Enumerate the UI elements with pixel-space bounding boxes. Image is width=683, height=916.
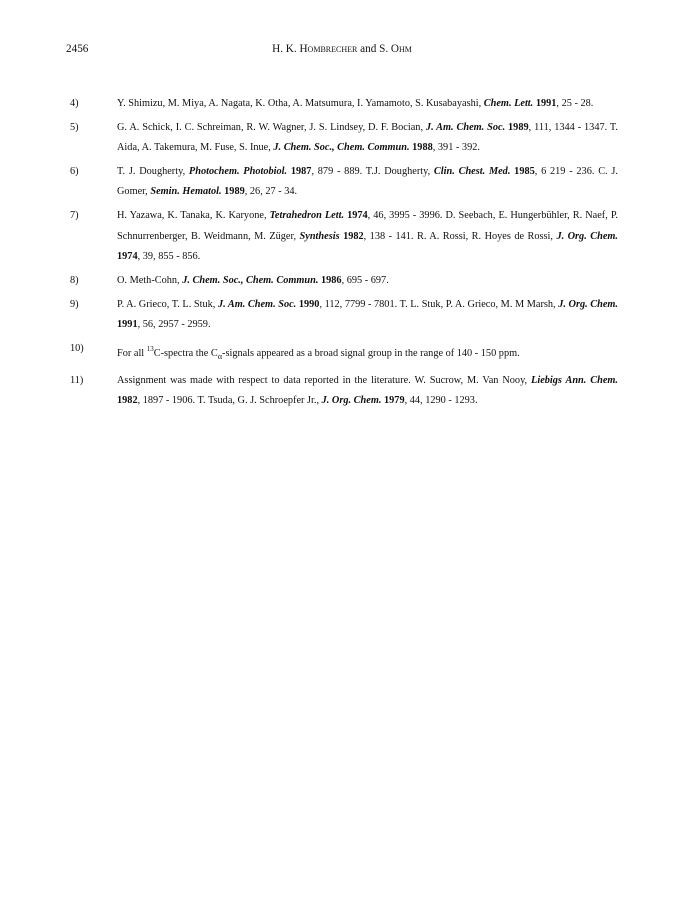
journal-title: J. Chem. Soc., Chem. Commun. — [273, 142, 410, 154]
journal-title-wrapper — [218, 299, 296, 310]
journal-title: J. Chem. Soc., Chem. Commun. — [182, 274, 319, 286]
publication-year: 1990 — [298, 298, 320, 310]
reference-text — [117, 94, 618, 114]
publication-year: 1986 — [320, 274, 342, 286]
running-head — [66, 43, 618, 55]
reference-text-segment: Assignment was made with respect to data reported in the literature. W. Sucrow, M. Van Nooy, — [117, 374, 532, 386]
reference-text-segment: , 695 - 697. — [341, 274, 389, 286]
publication-year: 1974 — [347, 210, 368, 222]
reference-text-segment: C-spectra the C — [153, 347, 218, 359]
publication-year: 1985 — [514, 166, 535, 177]
reference-text-segment: G. A. Schick, I. C. Schreiman, R. W. Wagner, J. S. Lindsey, D. F. Bocian, — [117, 121, 426, 133]
journal-title: J. Am. Chem. Soc. — [217, 298, 297, 310]
journal-title-wrapper — [150, 186, 221, 197]
publication-year: 1989 — [224, 186, 245, 198]
journal-title: Photochem. Photobiol. — [188, 166, 288, 177]
journal-title-wrapper — [556, 231, 618, 242]
reference-number: 5) — [70, 121, 79, 133]
journal-title: J. Org. Chem. — [558, 298, 619, 310]
reference-text-segment: , 44, 1290 - 1293. — [404, 395, 478, 407]
reference-text-segment: For all — [117, 347, 147, 359]
reference-number: 7) — [70, 210, 79, 222]
journal-title-wrapper — [531, 375, 618, 386]
journal-title: Chem. Lett. — [483, 98, 534, 109]
reference-text-segment: , 39, 855 - 856. — [137, 251, 201, 263]
reference-text-segment: , 112, 7799 - 7801. T. L. Stuk, P. A. Grieco, M. M Marsh, — [319, 298, 559, 310]
reference-text-segment: T. J. Dougherty, — [117, 166, 189, 177]
reference-text-segment: , 111, 1344 - 1347. T. Aida, A. Takemura, M. Fuse, S. Inue, — [117, 121, 618, 154]
page-header — [66, 43, 618, 59]
journal-title: J. Am. Chem. Soc. — [425, 121, 506, 133]
reference-item — [70, 295, 618, 336]
reference-text-segment: , 25 - 28. — [556, 98, 594, 109]
running-head-author-1: Hombrecher — [299, 43, 358, 55]
reference-item — [70, 271, 618, 291]
reference-text — [117, 206, 618, 267]
reference-text-segment: , 1897 - 1906. T. Tsuda, G. J. Schroepfer Jr., — [137, 395, 322, 407]
reference-text-segment: , 46, 3995 - 3996. D. Seebach, E. Hungerbühler, R. Naef, P. Schnurrenberger, B. Weidmann, M. Züger, — [117, 210, 618, 242]
publication-year: 1988 — [412, 142, 433, 154]
reference-text — [117, 162, 618, 203]
reference-text — [117, 118, 618, 159]
reference-text — [117, 271, 618, 291]
reference-text-segment: , 391 - 392. — [432, 142, 480, 154]
publication-year: 1991 — [535, 98, 557, 109]
journal-title: J. Org. Chem. — [556, 230, 618, 242]
reference-text-segment: , 56, 2957 - 2959. — [137, 319, 211, 331]
journal-title-wrapper — [270, 210, 344, 221]
journal-title-wrapper — [322, 395, 382, 406]
reference-text — [117, 295, 618, 336]
running-head-middle: and S. — [357, 43, 391, 55]
journal-title-wrapper — [434, 166, 510, 177]
reference-number: 9) — [70, 298, 79, 310]
journal-title-wrapper — [189, 166, 287, 177]
running-head-author-2: Ohm — [390, 43, 412, 55]
publication-year: 1991 — [117, 319, 138, 331]
reference-item — [70, 94, 618, 114]
reference-number: 11) — [70, 374, 84, 386]
journal-title: Liebigs Ann. Chem. — [531, 374, 618, 386]
subscript: α — [217, 351, 223, 361]
reference-number: 8) — [70, 274, 79, 286]
publication-year: 1974 — [117, 251, 138, 263]
journal-title: Synthesis — [299, 230, 340, 242]
reference-text-segment: , 26, 27 - 34. — [244, 186, 298, 198]
reference-text-segment: H. Yazawa, K. Tanaka, K. Karyone, — [117, 210, 270, 222]
reference-item — [70, 118, 618, 159]
reference-item — [70, 206, 618, 267]
reference-text-segment: , 138 - 141. R. A. Rossi, R. Hoyes de Rossi, — [363, 230, 557, 242]
journal-title: J. Org. Chem. — [321, 395, 382, 407]
journal-title: Semin. Hematol. — [150, 186, 222, 198]
journal-title-wrapper — [426, 122, 505, 133]
publication-year: 1987 — [290, 166, 312, 177]
journal-title-wrapper — [300, 231, 340, 242]
reference-text — [117, 371, 618, 412]
reference-number: 10) — [70, 342, 84, 354]
journal-title-wrapper — [558, 299, 618, 310]
publication-year: 1979 — [384, 395, 405, 407]
reference-text-segment: -signals appeared as a broad signal group in the range of 140 - 150 ppm. — [222, 347, 520, 359]
reference-text-segment: , 879 - 889. T.J. Dougherty, — [311, 166, 434, 177]
running-head-prefix: H. K. — [272, 43, 300, 55]
publication-year: 1982 — [343, 230, 364, 242]
journal-title-wrapper — [182, 275, 318, 286]
reference-text-segment: Y. Shimizu, M. Miya, A. Nagata, K. Otha, A. Matsumura, I. Yamamoto, S. Kusabayashi, — [117, 98, 484, 109]
reference-list — [70, 94, 618, 415]
reference-text-segment: P. A. Grieco, T. L. Stuk, — [117, 298, 218, 310]
journal-title: Tetrahedron Lett. — [269, 210, 345, 222]
reference-number: 6) — [70, 166, 79, 177]
publication-year: 1982 — [117, 395, 138, 407]
reference-number: 4) — [70, 98, 79, 109]
reference-item — [70, 371, 618, 412]
superscript: 13 — [146, 344, 154, 353]
reference-text-segment: , 6 219 - 236. C. J. Gomer, — [117, 166, 618, 198]
page-number: 2456 — [66, 43, 89, 55]
reference-item — [70, 162, 618, 203]
journal-title: Clin. Chest. Med. — [433, 166, 511, 177]
reference-text — [117, 339, 618, 367]
reference-item — [70, 339, 618, 367]
journal-title-wrapper — [484, 98, 533, 109]
publication-year: 1989 — [508, 121, 529, 133]
journal-title-wrapper — [273, 142, 409, 153]
reference-text-segment: O. Meth-Cohn, — [117, 274, 183, 286]
